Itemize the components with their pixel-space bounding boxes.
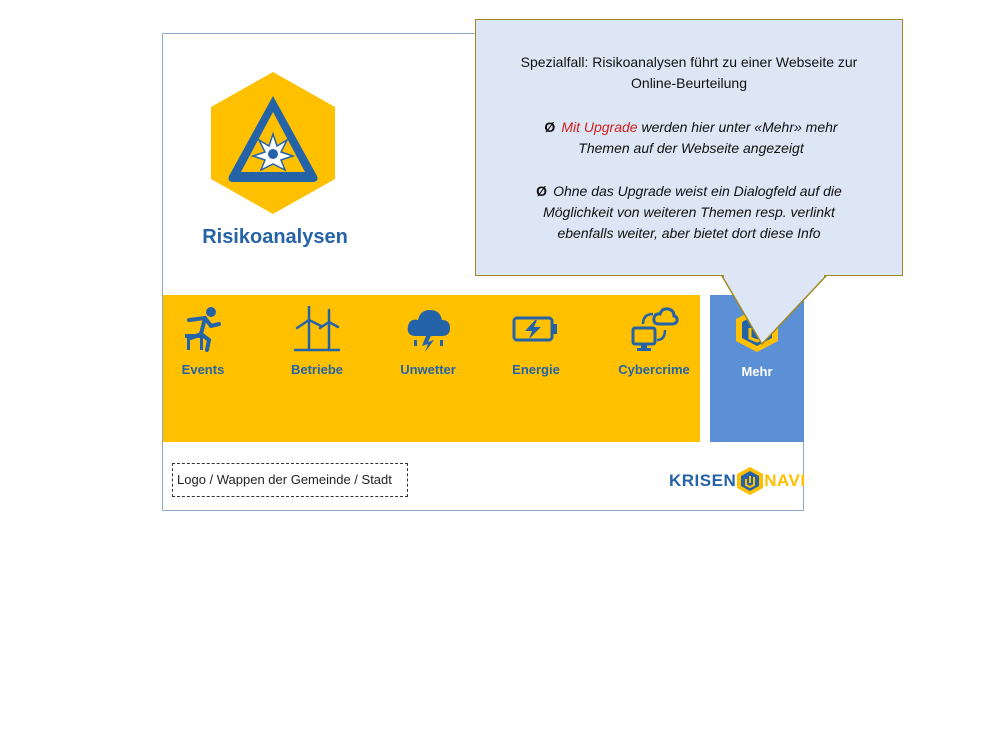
callout-bullet-line: Themen auf der Webseite angezeigt	[578, 140, 804, 156]
arrow-bullet-icon: Ø	[544, 119, 556, 135]
storm-cloud-icon	[404, 306, 452, 352]
tile-energie[interactable]	[486, 300, 586, 377]
tile-label: Energie	[512, 362, 560, 377]
tile-betriebe[interactable]	[267, 300, 367, 377]
tile-label: Mehr	[741, 364, 773, 379]
bullet-text: werden hier unter «Mehr» mehr	[637, 119, 838, 135]
brand-right: NAVI	[764, 471, 806, 490]
tile-label: Betriebe	[290, 362, 344, 377]
callout-bullet-line: Möglichkeit von weiteren Themen resp. verlinkt	[543, 204, 835, 220]
bullet-text: Ohne das Upgrade weist ein Dialogfeld auf die	[553, 183, 842, 199]
callout-bullet	[494, 181, 884, 244]
page-title: Risikoanalysen	[202, 226, 348, 248]
tile-label: Unwetter	[400, 362, 456, 377]
computer-cloud-icon	[629, 306, 679, 352]
callout-heading-line: Spezialfall: Risikoanalysen führt zu einer Webseite zur	[520, 54, 858, 70]
tile-label: Events	[181, 362, 225, 377]
tile-cybercrime[interactable]	[604, 300, 704, 377]
arrow-bullet-icon: Ø	[536, 183, 548, 199]
callout-bullet-line	[496, 117, 886, 138]
callout-bullet-line	[494, 181, 884, 202]
tile-label: Cybercrime	[618, 362, 690, 377]
wind-turbine-icon	[293, 306, 341, 352]
krisennavi-logo-icon	[736, 466, 764, 496]
tile-unwetter[interactable]	[378, 300, 478, 377]
callout-bullet-line: ebenfalls weiter, aber bietet dort diese Info	[557, 225, 821, 241]
hurdle-runner-icon	[181, 306, 225, 352]
warning-explosion-hexagon-icon	[211, 72, 335, 214]
municipality-logo-placeholder: Logo / Wappen der Gemeinde / Stadt	[172, 463, 408, 497]
krisennavi-brand	[669, 466, 806, 496]
callout-tail	[720, 274, 830, 346]
callout-bullet	[496, 117, 886, 159]
callout-heading-line: Online-Beurteilung	[631, 75, 747, 91]
upgrade-highlight: Mit Upgrade	[561, 119, 638, 135]
brand-left: KRISEN	[669, 471, 737, 490]
callout-heading	[478, 52, 900, 94]
battery-charge-icon	[511, 306, 561, 352]
tile-events[interactable]	[153, 300, 253, 377]
